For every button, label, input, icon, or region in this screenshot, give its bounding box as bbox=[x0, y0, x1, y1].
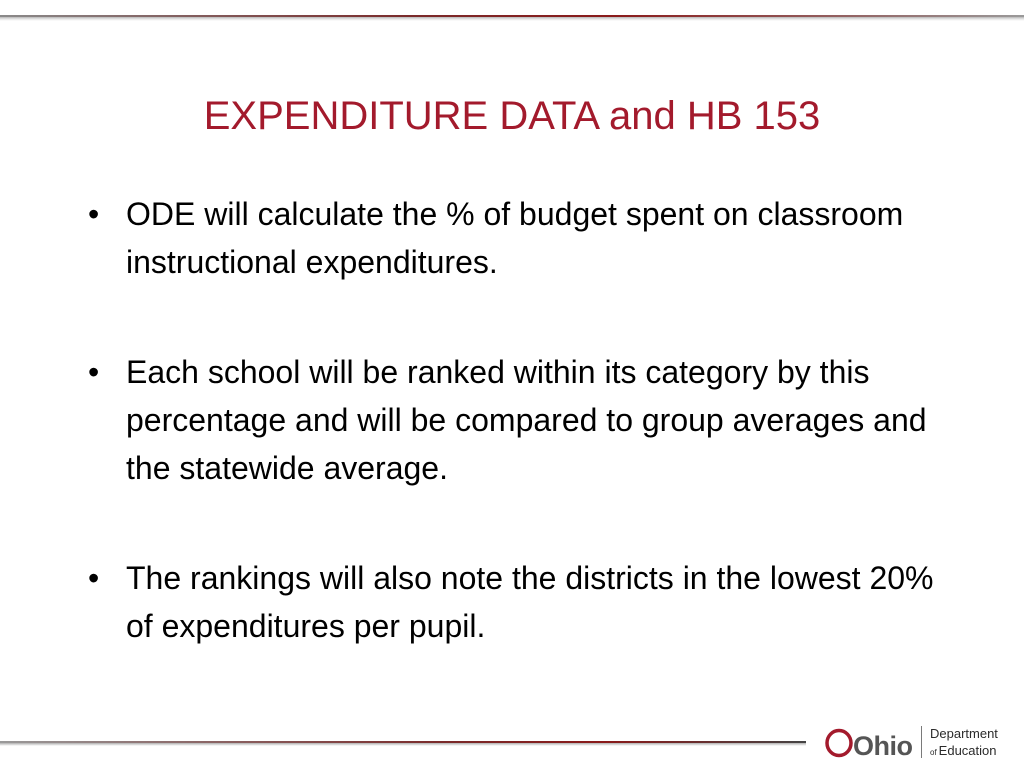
bullet-text: The rankings will also note the districts in the lowest 20% of expenditures per pupil. bbox=[126, 560, 934, 644]
bullet-item bbox=[86, 554, 966, 650]
logo-wordmark-text: Ohio bbox=[853, 731, 913, 760]
bullet-item bbox=[86, 348, 966, 492]
top-divider bbox=[0, 15, 1024, 21]
bullet-text: ODE will calculate the % of budget spent on classroom instructional expenditures. bbox=[126, 196, 904, 280]
bullet-item bbox=[86, 190, 966, 286]
logo-department-text: Department bbox=[930, 726, 998, 741]
bottom-divider bbox=[0, 741, 806, 746]
logo-divider bbox=[921, 726, 922, 758]
bullet-marker: • bbox=[88, 196, 100, 232]
ohio-department-of-education-logo bbox=[824, 722, 1019, 762]
logo-of-text: of bbox=[930, 748, 937, 757]
bullet-list bbox=[86, 190, 966, 712]
ohio-wordmark-logo bbox=[824, 724, 916, 760]
logo-education-line bbox=[930, 743, 997, 761]
logo-education-text: Education bbox=[938, 743, 997, 758]
bullet-text: Each school will be ranked within its category by this percentage and will be compared to group averages and the statewide average. bbox=[126, 354, 927, 486]
bullet-marker: • bbox=[88, 354, 100, 390]
bullet-marker: • bbox=[88, 560, 100, 596]
slide-title: EXPENDITURE DATA and HB 153 bbox=[203, 94, 821, 138]
